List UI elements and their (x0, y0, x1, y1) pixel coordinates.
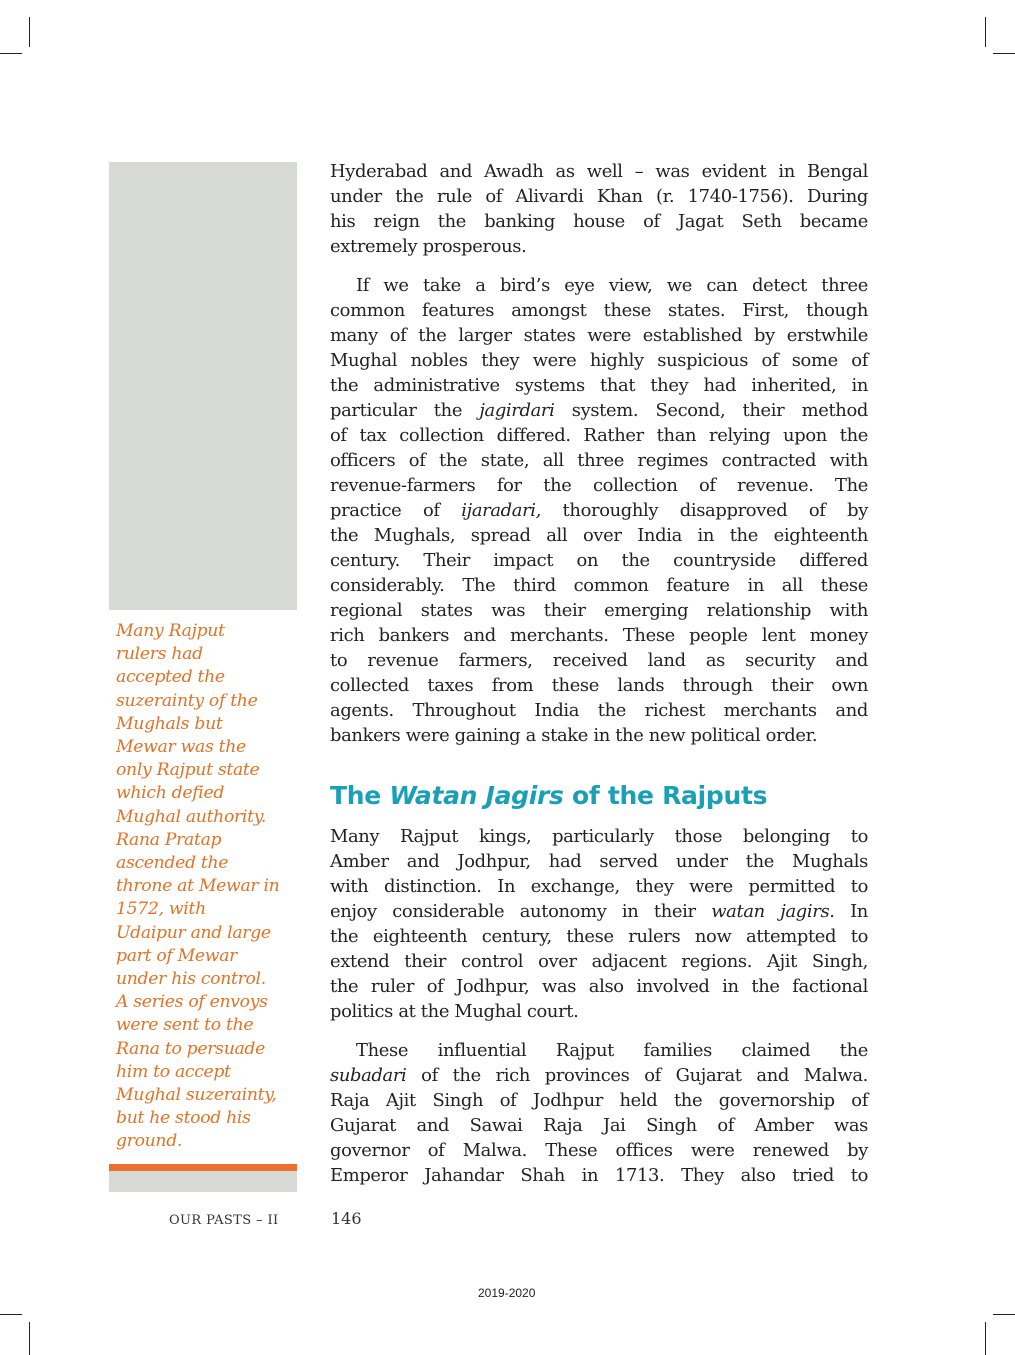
text-line: with distinction. In exchange, they were permitted to (330, 876, 868, 897)
margin-note-line: Udaipur and large (116, 922, 271, 943)
sidebar-grey-foot (109, 1171, 297, 1192)
text-line: the eighteenth century, these rulers now attempted to (330, 926, 868, 947)
text-line: regional states was their emerging relationship with (330, 600, 868, 621)
sidebar-grey-panel (109, 162, 297, 610)
crop-mark-top-right-v (985, 17, 986, 47)
heading-text: The (330, 781, 390, 810)
text-line: Hyderabad and Awadh as well – was evident in Bengal (330, 161, 868, 182)
paragraph-4 (330, 1038, 868, 1188)
heading-text: of the Rajputs (563, 781, 768, 810)
text-run: . In (829, 901, 868, 922)
margin-note-line: Mewar was the (116, 737, 246, 758)
margin-note-orange-rule (109, 1164, 297, 1171)
text-run: practice of (330, 500, 462, 521)
crop-mark-top-left-h (0, 53, 22, 54)
text-line: Gujarat and Sawai Raja Jai Singh of Amber was (330, 1115, 868, 1136)
text-run: system. Second, their method (554, 400, 868, 421)
margin-note-line: A series of envoys (116, 992, 268, 1013)
text-line: revenue-farmers for the collection of revenue. The (330, 475, 868, 496)
text-line: century. Their impact on the countryside differed (330, 550, 868, 571)
crop-mark-bottom-right-v (985, 1322, 986, 1355)
crop-mark-top-left-v (29, 17, 30, 47)
text-line: common features amongst these states. First, though (330, 300, 868, 321)
text-line: many of the larger states were established by erstwhile (330, 325, 868, 346)
text-line: the ruler of Jodhpur, was also involved in the factional (330, 976, 868, 997)
text-line: rich bankers and merchants. These people lent money (330, 625, 868, 646)
margin-note-line: Rana to persuade (116, 1038, 265, 1059)
margin-note-line: throne at Mewar in (116, 876, 280, 897)
text-line: considerably. The third common feature in all these (330, 575, 868, 596)
text-line: Emperor Jahandar Shah in 1713. They also tried to (330, 1165, 868, 1186)
text-line: Raja Ajit Singh of Jodhpur held the governorship of (330, 1090, 868, 1111)
crop-mark-bottom-left-h (0, 1314, 22, 1315)
margin-note-line: suzerainty of the (116, 690, 258, 711)
margin-note-line: only Rajput state (116, 760, 260, 781)
paragraph-2 (330, 273, 868, 748)
margin-note-line: Many Rajput (116, 621, 225, 641)
text-line: agents. Throughout India the richest merchants and (330, 700, 868, 721)
edition-year: 2019-2020 (478, 1286, 536, 1300)
text-run: of the rich provinces of Gujarat and Malwa. (406, 1065, 868, 1086)
text-line: under the rule of Alivardi Khan (r. 1740-1756). During (330, 186, 868, 207)
text-run: particular the (330, 400, 480, 421)
text-line: These influential Rajput families claimed the (356, 1040, 868, 1061)
margin-note-line: 1572, with (116, 899, 206, 920)
text-line: politics at the Mughal court. (330, 1001, 579, 1022)
text-line: bankers were gaining a stake in the new political order. (330, 725, 818, 746)
text-line: extremely prosperous. (330, 236, 527, 257)
italic-term-jagirdari: jagirdari (479, 400, 555, 421)
page-number: 146 (331, 1209, 362, 1228)
margin-note-line: Mughal suzerainty, (116, 1085, 277, 1106)
margin-note (116, 620, 298, 1154)
text-line: governor of Malwa. These offices were renewed by (330, 1140, 868, 1161)
margin-note-line: Rana Pratap (116, 829, 222, 850)
margin-note-line: under his control. (116, 969, 266, 990)
crop-mark-bottom-left-v (29, 1322, 30, 1355)
text-line: Many Rajput kings, particularly those belonging to (330, 826, 868, 847)
margin-note-line: which defied (116, 783, 225, 804)
italic-term-ijaradari: ijaradari, (461, 500, 541, 521)
margin-note-line: ground. (116, 1131, 183, 1152)
text-run: enjoy considerable autonomy in their (330, 901, 712, 922)
margin-note-line: ascended the (116, 853, 229, 874)
text-run: thoroughly disapproved of by (540, 500, 868, 521)
text-line (330, 899, 868, 924)
margin-note-line: him to accept (116, 1061, 231, 1082)
text-line: the Mughals, spread all over India in the eighteenth (330, 525, 868, 546)
italic-term-subadari: subadari (330, 1065, 407, 1086)
text-line: officers of the state, all three regimes contracted with (330, 450, 868, 471)
text-line: extend their control over adjacent regions. Ajit Singh, (330, 951, 868, 972)
book-title-footer: OUR PASTS – II (169, 1213, 279, 1228)
heading-italic-text: Watan Jagirs (389, 781, 564, 810)
text-line: Amber and Jodhpur, had served under the Mughals (330, 851, 868, 872)
crop-mark-top-right-h (993, 53, 1015, 54)
margin-note-line: accepted the (116, 667, 225, 688)
text-line: of tax collection differed. Rather than relying upon the (330, 425, 868, 446)
text-line: his reign the banking house of Jagat Seth became (330, 211, 868, 232)
margin-note-line: but he stood his (116, 1108, 251, 1129)
margin-note-line: Mughal authority. (116, 806, 266, 827)
text-line: If we take a bird’s eye view, we can detect three (356, 275, 868, 296)
text-line (330, 398, 868, 423)
paragraph-3 (330, 824, 868, 1024)
text-line (330, 498, 868, 523)
text-line: Mughal nobles they were highly suspicious of some of (330, 350, 868, 371)
paragraph-1 (330, 159, 868, 259)
margin-note-line: part of Mewar (116, 945, 238, 966)
text-line: to revenue farmers, received land as security and (330, 650, 868, 671)
crop-mark-bottom-right-h (993, 1314, 1015, 1315)
section-heading (330, 781, 767, 810)
margin-note-line: rulers had (116, 644, 203, 665)
text-line: collected taxes from these lands through their own (330, 675, 868, 696)
text-line: the administrative systems that they had inherited, in (330, 375, 868, 396)
margin-note-line: were sent to the (116, 1015, 254, 1036)
text-line (330, 1063, 868, 1088)
italic-term-watan-jagirs: watan jagirs (711, 901, 830, 922)
margin-note-line: Mughals but (116, 713, 223, 734)
